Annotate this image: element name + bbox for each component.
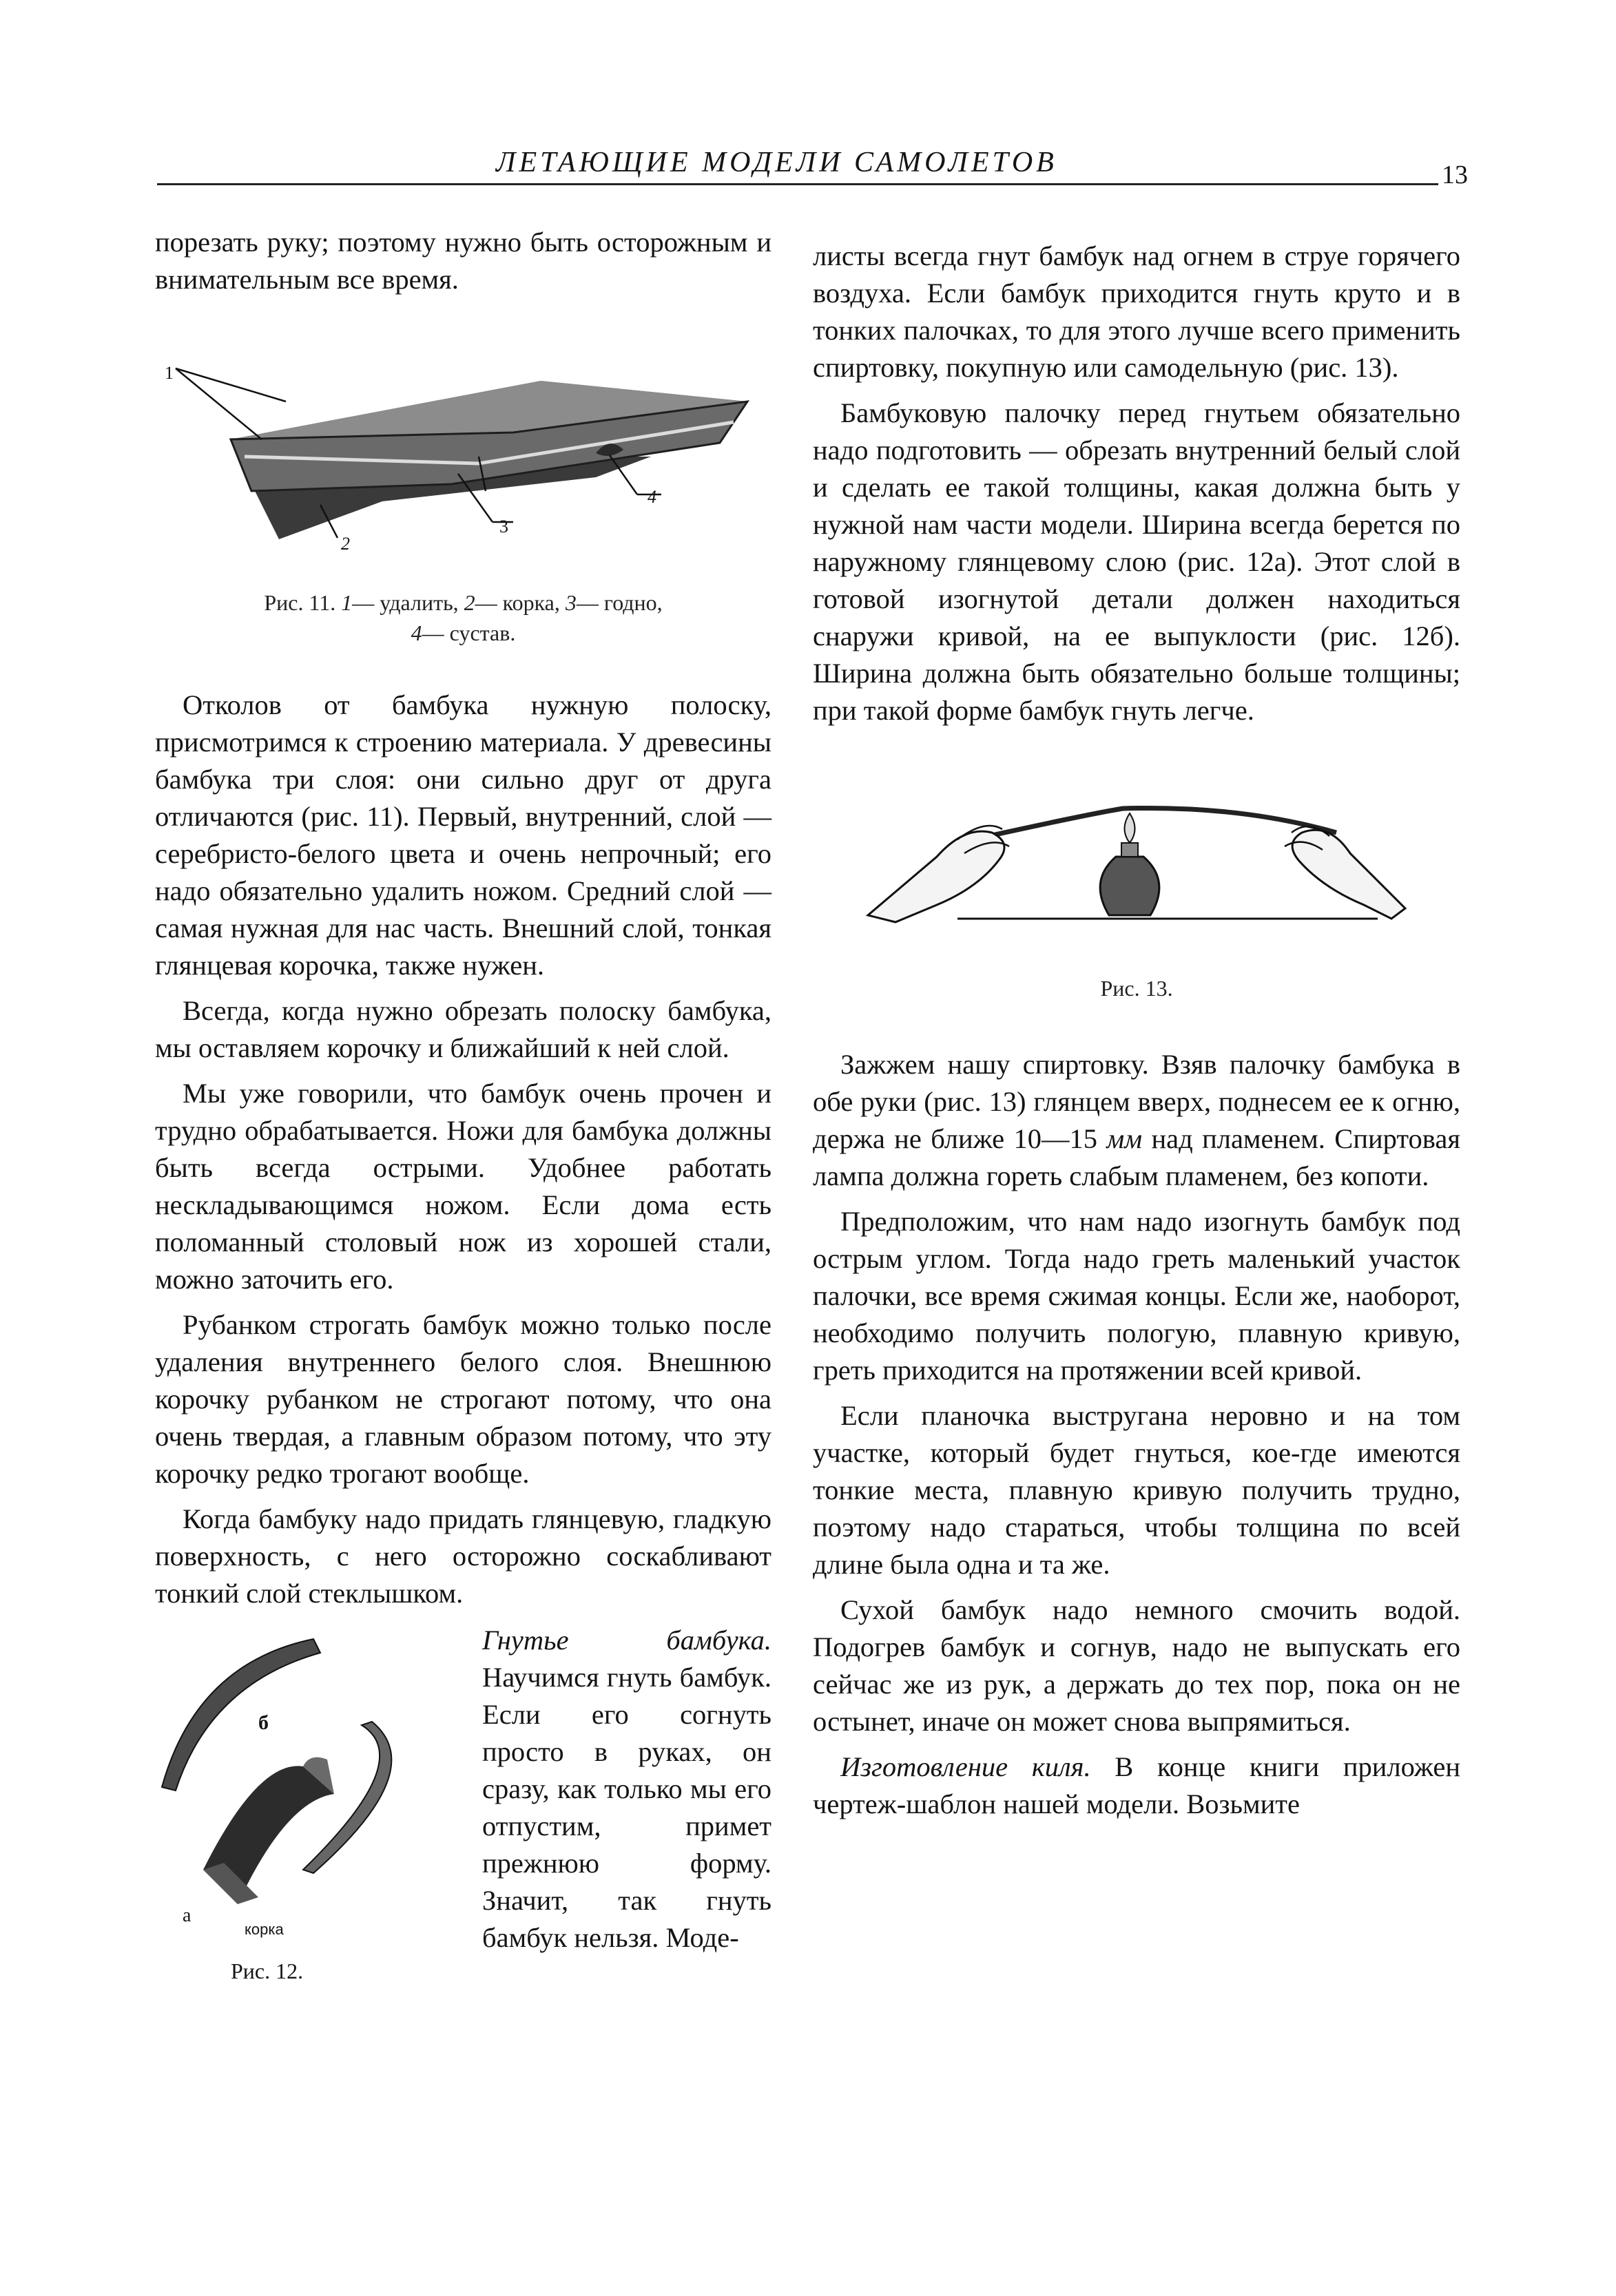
fig11-label-2: 2 (341, 534, 350, 554)
paragraph-left-2: Всегда, когда нужно обрезать полоску бамбука, мы оставляем корочку и ближайший к ней слой. (155, 995, 771, 1063)
bent-bamboo-illustration (155, 1622, 468, 1945)
paragraph-right-5: Сухой бамбук надо немного смочить водой. Подогрев бамбук и согнув, надо не выпускать его сейчас же из рук, а держать до тех пор, пока он не остынет, иначе он может снова выпрямиться. (813, 1594, 1460, 1737)
bamboo-layers-illustration (155, 353, 771, 567)
spirit-lamp-illustration (854, 777, 1419, 943)
paragraph-right-3: Предположим, что нам надо изогнуть бамбук под острым углом. Тогда надо греть маленький участок палочки, все время сжимая концы. Если же, наоборот, необходимо получить пологую, плавную кривую, греть приходится на протяжении всей кривой. (813, 1206, 1460, 1386)
figure-12 (155, 1622, 468, 1983)
paragraph-left-0: порезать руку; поэтому нужно быть осторожным и внимательным все время. (155, 227, 771, 295)
paragraph-left-6-text: Научимся гнуть бамбук. Если его согнуть просто в руках, он сразу, как только мы его отпустим, примет прежнюю форму. Значит, так гнуть бамбук нельзя. Моде- (482, 1662, 771, 1953)
paragraph-left-4: Рубанком строгать бамбук можно только после удаления внутреннего белого слоя. Внешнюю корочку рубанком не строгают потому, что она очень твердая, а главным образом потому, что эту корочку редко трогают вообще. (155, 1309, 771, 1489)
subheading-bending: Гнутье бамбука. (482, 1625, 771, 1656)
figure-12-caption: Рис. 12. (231, 1959, 304, 1983)
unit-mm: мм (1106, 1123, 1143, 1154)
figure-11-caption (155, 587, 771, 648)
right-column (813, 238, 1460, 1823)
paragraph-right-2-text-a: Зажжем нашу спиртовку. Взяв палочку бамбука в обе руки (рис. 13) глянцем вверх, поднесем ее к огню, держа не ближе 10—15 (813, 1049, 1460, 1154)
paragraph-right-0: листы всегда гнут бамбук над огнем в струе горячего воздуха. Если бамбук приходится гнуть круто и в тонких палочках, то для этого лучше всего применить спиртовку, покупную или самодельную (рис. 13). (813, 240, 1460, 383)
figure-13-caption: Рис. 13. (1100, 976, 1173, 1001)
fig11-caption-num-3: 3 (565, 590, 577, 615)
subheading-keel: Изготовление киля. (840, 1751, 1091, 1782)
paragraph-left-3: Мы уже говорили, что бамбук очень прочен и трудно обрабатывается. Ножи для бамбука должны быть всегда острыми. Удобнее работать нескладывающимся ножом. Если дома есть поломанный столовый нож из хорошей стали, можно заточить его. (155, 1078, 771, 1295)
running-header-title: ЛЕТАЮЩИЕ МОДЕЛИ САМОЛЕТОВ (496, 147, 1057, 178)
paragraph-right-4: Если планочка выстругана неровно и на том участке, который будет гнуться, кое-где имеются тонкие места, плавную кривую получить трудно, поэтому надо стараться, чтобы толщина по всей длине была одна и та же. (813, 1400, 1460, 1580)
paragraph-right-1: Бамбуковую палочку перед гнутьем обязательно надо подготовить — обрезать внутренний белый слой и сделать ее такой толщины, какая должна быть у нужной нам части модели. Ширина всегда берется по наружному глянцевому слою (рис. 12а). Этот слой в готовой изогнутой детали должен находиться снаружи кривой, на ее выпуклости (рис. 12б). Ширина должна быть обязательно больше толщины; при такой форме бамбук гнуть легче. (813, 397, 1460, 726)
paragraph-right-6 (813, 1749, 1460, 1823)
left-column (155, 224, 771, 1983)
paragraph-left-1: Отколов от бамбука нужную полоску, присмотримся к строению материала. У древесины бамбука три слоя: они сильно друг от друга отличаются (рис. 11). Первый, внутренний, слой — серебристо-белого цвета и очень непрочный; его надо обязательно удалить ножом. Средний слой — самая нужная для нас часть. Внешний слой, тонкая глянцевая корочка, также нужен. (155, 689, 771, 981)
fig11-label-3: 3 (499, 516, 508, 536)
header-rule (157, 183, 1438, 185)
fig12-label-a: а (183, 1905, 191, 1926)
paragraph-right-2-text-b: над пламенем. Спиртовая лампа должна гореть слабым пламенем, без копоти. (813, 1123, 1460, 1191)
fig11-label-4: 4 (648, 487, 656, 507)
figure-11 (155, 353, 771, 567)
fig11-caption-num-2: 2 (464, 590, 475, 615)
fig12-label-korka: корка (245, 1921, 284, 1938)
figure-13 (813, 777, 1460, 943)
fig11-caption-text-2: — корка, (475, 590, 560, 615)
fig11-caption-prefix: Рис. 11. (264, 590, 336, 615)
fig12-label-b: б (258, 1711, 269, 1734)
bending-section (155, 1622, 771, 1983)
paragraph-left-5: Когда бамбуку надо придать глянцевую, гладкую поверхность, с него осторожно соскабливают тонкий слой стеклышком. (155, 1503, 771, 1609)
fig11-caption-text-4: — сустав. (422, 620, 516, 645)
fig11-caption-text-3: — годно, (576, 590, 663, 615)
fig11-caption-num-1: 1 (341, 590, 353, 615)
fig11-caption-text-1: — удалить, (352, 590, 459, 615)
page-number: 13 (1442, 160, 1468, 189)
paragraph-right-6-text: В конце книги приложен чертеж-шаблон нашей модели. Возьмите (813, 1751, 1460, 1819)
fig11-label-1: 1 (165, 363, 174, 383)
paragraph-right-2 (813, 1046, 1460, 1195)
fig11-caption-num-4: 4 (411, 620, 422, 645)
